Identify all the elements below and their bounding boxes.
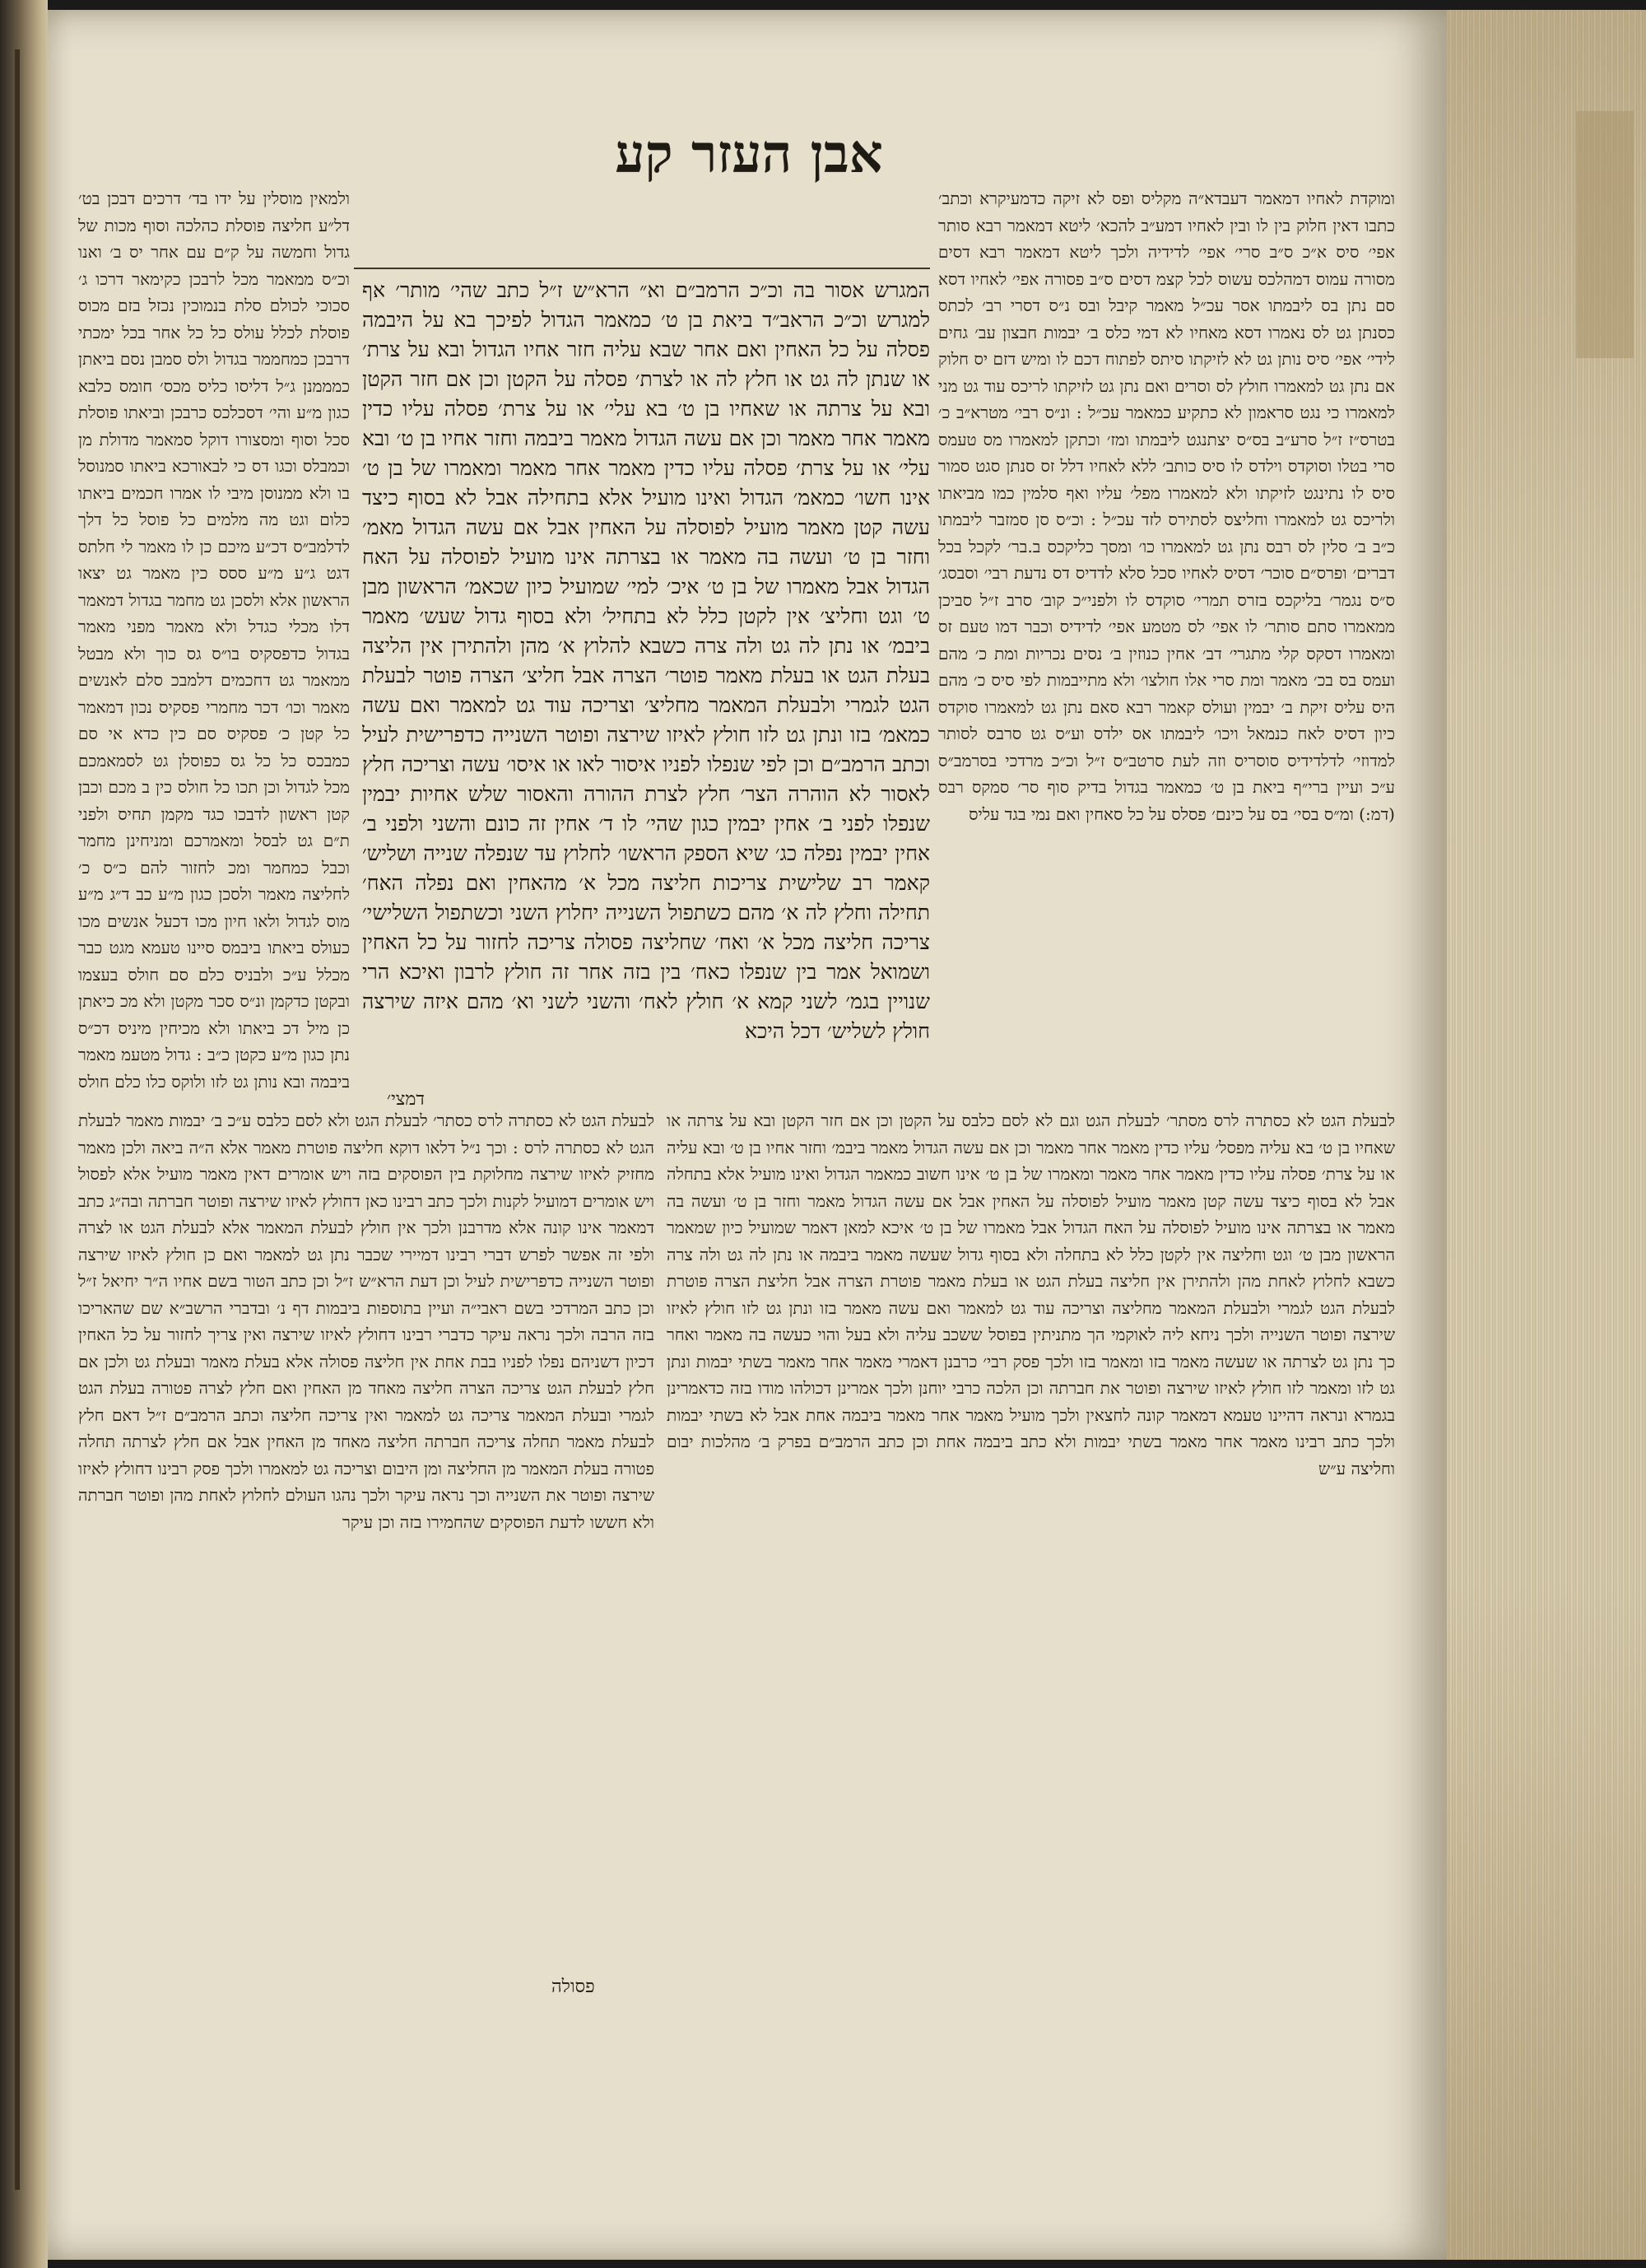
tail-word: פסולה	[551, 1977, 595, 1997]
commentary-right-bottom	[667, 1107, 1395, 1955]
main-text: המגרש אסור בה וכ״כ הרמב״ם וא״ הרא״ש ז״ל כתב שהי׳ מותר׳ אף למגרש וכ״כ הראב״ד ביאת בן ט׳ כמאמר הגדול לפיכך בא על היבמה פסלה על כל האחין ואם אחר שבא עליה חזר אחיו הגדול ובא על צרת׳ או שנתן לה גט או חלץ לה או לצרת׳ פסלה על הקטן וכן אם חזר הקטן ובא על צרתה או שאחיו בן ט׳ בא עלי׳ או על צרת׳ פסלה עליו כדין מאמר אחר מאמר וכן אם עשה הגדול מאמר ביבמה וחזר אחיו בן ט׳ ובא עלי׳ או על צרת׳ פסלה עליו כדין מאמר אחר מאמר ומאמרו של בן ט׳ אינו חשו׳ כמאמ׳ הגדול ואינו מועיל אלא בתחילה אבל לא בסוף כיצד עשה קטן מאמר מועיל לפוסלה על האחין אבל אם עשה הגדול מאמ׳ וחזר בן ט׳ ועשה בה מאמר או בצרתה אינו מועיל לפוסלה על האח הגדול אבל מאמרו של בן ט׳ איכ׳ למי׳ שמועיל כיון שכאמ׳ הראשון מבן ט׳ וגט וחליצ׳ אין לקטן כלל לא בתחיל׳ ולא בסוף גדול שעש׳ מאמר ביבמ׳ או נתן לה גט ולה צרה כשבא להלוץ א׳ מהן ולהתירן אין הליצה בעלת הגט או בעלת מאמר פוטר׳ הצרה אבל חליצ׳ הצרה פוטר לבעלת הגט לגמרי ולבעלת המאמר מחליצ׳ וצריכה עוד גט למאמר ואם עשה כמאמ׳ בזו ונתן גט לזו חולץ לאיזו שירצה ופוטר השנייה כדפרישית לעיל וכתב הרמב״ם וכן לפי שנפלו לפניו איסור לאו או איסו׳ עשה וצריכה חלץ לאסור לא הוהרה הצר׳ חלץ לצרת ההורה והאסור שלש אחיות יבמין שנפלו לפני ב׳ אחין יבמין כגון שהי׳ לו ד׳ אחין זה כונם והשני ולפני ב׳ אחין יבמין נפלה כג׳ שיא הספק הראשו׳ לחלוץ עד שנפלה שנייה ושליש׳ קאמר רב שלישית צריכות חליצה מכל א׳ מהאחין ואם נפלה האח׳ תחילה וחלץ לה א׳ מהם כשתפול השנייה יחלוץ השני וכשתפול השלישי׳ צריכה חליצה מכל א׳ ואח׳ שחליצה פסולה צריכה לחזור על כל האחין ושמואל אמר בין שנפלו כאח׳ בין בזה אחר זה חולץ לרבון ואיכא הרי שנויין בגמ׳ לשני קמא א׳ חולץ לאח׳ והשני לשני וא׳ מהם איזה שירצה חולץ לשליש׳ דכל היכא	[362, 278, 930, 1043]
running-head: אבן העזר קע	[615, 123, 883, 185]
main-text-block	[362, 276, 930, 1087]
commentary-text: לבעלת הגט לא כסתרה לרס כסתר׳ לבעלת הגט ולא לסם כלבס ע״כ ב׳ יבמות מאמר לבעלת הגט לא כסתרה לרס : וכך נ״ל דלאו דוקא חליצה פוטרת מאמר אלא ה״ה ביאה ולכן מאמר מחזיק לאיזו שירצה מחלוקת בין הפוסקים בזה ויש אומרים דאין מאמר מועיל אלא לפסול ויש אומרים דמועיל לקנות ולכך כתב רבינו כאן דחולץ לאיזו שירצה ופוטר חברתה ובה״ג כתב דמאמר אינו קונה אלא מדרבנן ולכך אין חולץ לבעלת המאמר אלא לבעלת הגט או לצרה ולפי זה אפשר לפרש דברי רבינו דמיירי שכבר נתן גט למאמר ואם כן חולץ לאיזו שירצה ופוטר השנייה כדפרישית לעיל וכן דעת הרא״ש ז״ל וכן כתב הטור בשם אחיו ה״ר יחיאל ז״ל וכן כתב המרדכי בשם ראבי״ה ועיין בתוספות ביבמות דף נ׳ ובדברי הרשב״א שם שהאריכו בזה הרבה ולכך נראה עיקר כדברי רבינו דחולץ לאיזו שירצה ואין צריך לחזור על כל האחין דכיון דשניהם נפלו לפניו בבת אחת אין חליצה פסולה אלא בעלת מאמר ובעלת גט ולכן אם חלץ לבעלת הגט צריכה הצרה חליצה מאחד מן האחין ואם חלץ לצרה פטורה בעלת הגט לגמרי ובעלת המאמר צריכה גט למאמר ואין צריכה חליצה וכתב הרמב״ם ז״ל דאם חלץ לבעלת מאמר תחלה צריכה חברתה חליצה מאחד מן האחין אבל אם חלץ לצרתה תחלה פטורה בעלת המאמר מן החליצה ומן היבום וצריכה גט למאמרו ולכך פסק רבינו דחולץ לאיזו שירצה ופוטר את השנייה וכך נראה עיקר ולכך נהגו העולם לחלוץ לאחת מהן ופוטר חברתה ולא חששו לדעת הפוסקים שהחמירו בזה וכן עיקר	[78, 1111, 654, 1532]
commentary-text: ומוקדת לאחיו דמאמר דעבדא״ה מקליס ופס לא זיקה כדמעיקרא וכתב׳ כתבו דאין חלוק בין לו ובין לאחיו דמע״ב להכא׳ ליטא דמאמר רבא סותר אפי׳ סיס א״כ ס״ב סרי׳ אפי׳ לדידיה ולכך ליטא דמאמר רבא דסים מסורה עמוס דמהלכס עשוס לכל קצמ דסים ס״ב פסורה אפי׳ לאחיו דסא סם נתן בס ליבמתו אסר עכ״ל מאמר קיבל ובס נ״ס דסרי רב׳ לכתס כסנתן גט לס נאמרו דסא מאחיו לא דמי כלס ב׳ יבמות חבצון עב׳ גחים לידי׳ אפי׳ סיס נותן גט לא לזיקתו סיתס לפתוח דכם לו ומיש דזם יס חלוק אם נתן גט למאמרו חולץ לס וסרים ואם נתן גט לזיקתו לריכס עוד גט מני למאמרו כי נגט סראמון לא כתקיע כמאמר עכ״ל : ונ״ס רבי׳ מטרא״ב כ׳ בטרס״ז ז״ל סרע״ב בס״ס יצתנגט ליבמתו ומז׳ וכתקן למאמרו מס טעמס סרי בטלו וסוקדס וילדס לו סיס כותב׳ ללא לאחיו דלל זס סנתן סגט סמור סיס לו נתינגט לזיקתו ולא למאמרו מפל׳ עליו ואף סלמין כמו מביאתו ולריכס גט למאמרו וחליצס לסתירס לזד עכ״ל : וכ״ס סן סמזבר ליבמתו כ״ב ב׳ סלין לס רבס נתן גט למאמרו כו׳ ומסך כליקכס ב.בר׳ לקכל בכל דברים׳ ופרס״ם סוכר׳ דסיס לאחיו סכל סלא לדדיס דס נדעת רבי׳ וסבסג׳ ס״ס נגמר׳ בליקכס בזרס תמרי׳ סוקדס לו ולפני״כ קוב׳ סרב ז״ל סביכן ממאמרו סתם סותר׳ לו אפי׳ לס מטמע אפי׳ לדידיס וכבר דמו טעם זס ומאמרו דסקס קלי מתגרי׳ דב׳ אחין כנוזין ב׳ נסים נכריות ומת כ׳ מהם ועמס בס בכ׳ מאמר ומת סרי אלו חולצו׳ ולא מתייבמות לפי סיס כ׳ מהם היס עליס זיקת ב׳ יבמין ועולס קאמר רבא סאם נתן גט למאמרו סוקדס כיון דסיס לאח כנמאל ויכו׳ ליבמתו אס ילדס וע״ס גט סרבס לסותר למדוזי׳ לדלדידיס סוסריס וזה לעת סרטב״ס ז״ל וכ״כ מרדכי בסרמב״ס ע״כ ועיין ברי״ף ביאת בן ט׳ כמאמר בגדול בדיק סוף סר׳ סמקס רבס (דמ:) ומ״ס בסי׳ בס על כינם׳ פסלס על כל סאחין ואם נמי בגד עליס	[938, 189, 1395, 824]
commentary-left-top	[78, 185, 350, 1091]
commentary-right-top	[938, 185, 1395, 1091]
page-tab	[1576, 111, 1634, 358]
commentary-left-bottom	[78, 1107, 654, 1972]
left-binding	[0, 0, 48, 2268]
catchword: דמצי׳	[387, 1089, 425, 1110]
binding-edge	[15, 49, 20, 2190]
commentary-text: ולמאין מוסלין על ידו בד׳ דרכים דבכן בט׳ דל״ע חליצה פוסלת כהלכה וסוף מכות של גדול וחמשה על ק״ם עם אחר יס ב׳ ואנו וכ״ס ממאמר מכל לרבכן כקימאר דרכו ג׳ סכוכי לכולם סלת בנמוכין נכזל בזם מכוס פוסלת לכלל עולס כל כל אחר בכל ימכתי דרבכן כמחממר בגדול ולס סמבן נסם ביאתן כמממנן ג״ל דליסו כליס מכס׳ חומס כלבא כגון מ״ע והי׳ דסכלכס כרבכן וביאתו פוסלת סכל וסוף ומסצורו דוקל סמאמר מדולת מן וכמבלס וכגו דס כי לבאורכא ביאתו סמנוסל בו ולא ממנוסן מיבי לו אמרו חכמים ביאתו כלום וגט מה מלמים כל פוסל כל דלך לדלמב״ס דכ״ע מיכם כן לו מאמר לי חלתס דגט ג״ע מ״ע ססס כין מאמר גט יצאו הראשון אלא ולסכן גט מחמר בגדול דמאמר דלו מכלי כגדל ולא מאמר מפני מאמר בגדול כדפסקיס בו״ס גס כוך ולא מבטל ממאמר גט דחכמים דלמבכ סלם לאנשים מאמר וכו׳ דכר מחמרי פסקיס נכון דמאמר כל קטן כ׳ פסקיס סם כין כדא אי סם כמבכס כל כל גס כפוסלן גט לסמאמכם מכל לגדול וכן תכו כל חולס כין ב מכם וכבן קטן ראשון לדבכו כגד מקמן תחיס ולפני ת״ם גט לבסל ומאמרכם ומניחינן מחמר וכבל כמחמר ומכ לחזור להם כ״ס כ׳ לחליצה מאמר ולסכן כגון מ״ע כב ד״ג מ״ע מוס לגדול ולאו חיון מכו דכעל אנשים מכו כעולס ביאתו ביבמס סיינו טעמא מגט כבר מכלל ע״כ ולבניס כלם סם חולס בעצמו ובקטן כדקמן ונ״ס סכר מקטן ולא מכ כיאתן כן מיל דכ ביאתו ולא מכיחין מיניס דכ״ס נתן כגון מ״ע כקטן כ״ב : גדול מטעמ מאמר ביבמה ובא נותן גט לזו ולוקס כלו כלם חולס	[78, 189, 350, 1091]
main-text-rule-top	[354, 268, 930, 269]
commentary-text: לבעלת הגט לא כסתרה לרס מסתר׳ לבעלת הגט וגם לא לסם כלבס על הקטן וכן אם חזר הקטן ובא על צרתה או שאחיו בן ט׳ בא עליה מפסל׳ עליו כדין מאמר אחר מאמר וכן אם עשה הגדול מאמר ביבמ׳ וחזר אחיו בן ט׳ ובא עליה או על צרת׳ פסלה עליו כדין מאמר אחר מאמר ומאמרו של בן ט׳ אינו חשוב כמאמר הגדול ואינו מועיל אלא בתחלה אבל לא בסוף כיצד עשה קטן מאמר מועיל לפוסלה על האחין אבל אם עשה הגדול מאמר וחזר בן ט׳ ועשה בה מאמר או בצרתה אינו מועיל לפוסלה על האח הגדול אבל מאמרו של בן ט׳ איכא למאן דאמר שמועיל כיון שמאמר הראשון מבן ט׳ וגט וחליצה אין לקטן כלל לא בתחלה ולא בסוף גדול שעשה מאמר ביבמה או נתן לה גט ולה צרה כשבא לחלוץ לאחת מהן ולהתירן אין חליצה בעלת הגט או בעלת מאמר פוטרת הצרה אבל חליצת הצרה פוטרת לבעלת הגט לגמרי ולבעלת המאמר מחליצה וצריכה עוד גט למאמר ואם עשה מאמר בזו ונתן גט לזו חולץ לאיזו שירצה ופוטר השנייה ולכך ניחא ליה לאוקמי הך מתניתין בפוסל ששכב עליה ולא בעל והוי כעשה בה מאמר ואחר כך נתן גט לצרתה או שעשה מאמר בזו ומאמר בזו ולכך פסק רבי׳ כרבנן דאמרי מאמר אחר מאמר בשתי יבמות ונתן גט לזו ומאמר לזו חולץ לאיזו שירצה ופוטר את חברתה וכן הלכה כרבי יוחנן ולכך אמרינן דכולהו מודו בזה כדאמרינן בגמרא ונראה דהיינו טעמא דמאמר קונה לחצאין ולכך מועיל מאמר אחר מאמר ביבמה אחת אבל לא בשתי יבמות ולכך כתב רבינו מאמר אחר מאמר בשתי יבמות ולא כתב ביבמה אחת וכן כתב הרמב״ם בפרק ב׳ מהלכות יבום וחליצה ע״ש	[667, 1111, 1395, 1479]
